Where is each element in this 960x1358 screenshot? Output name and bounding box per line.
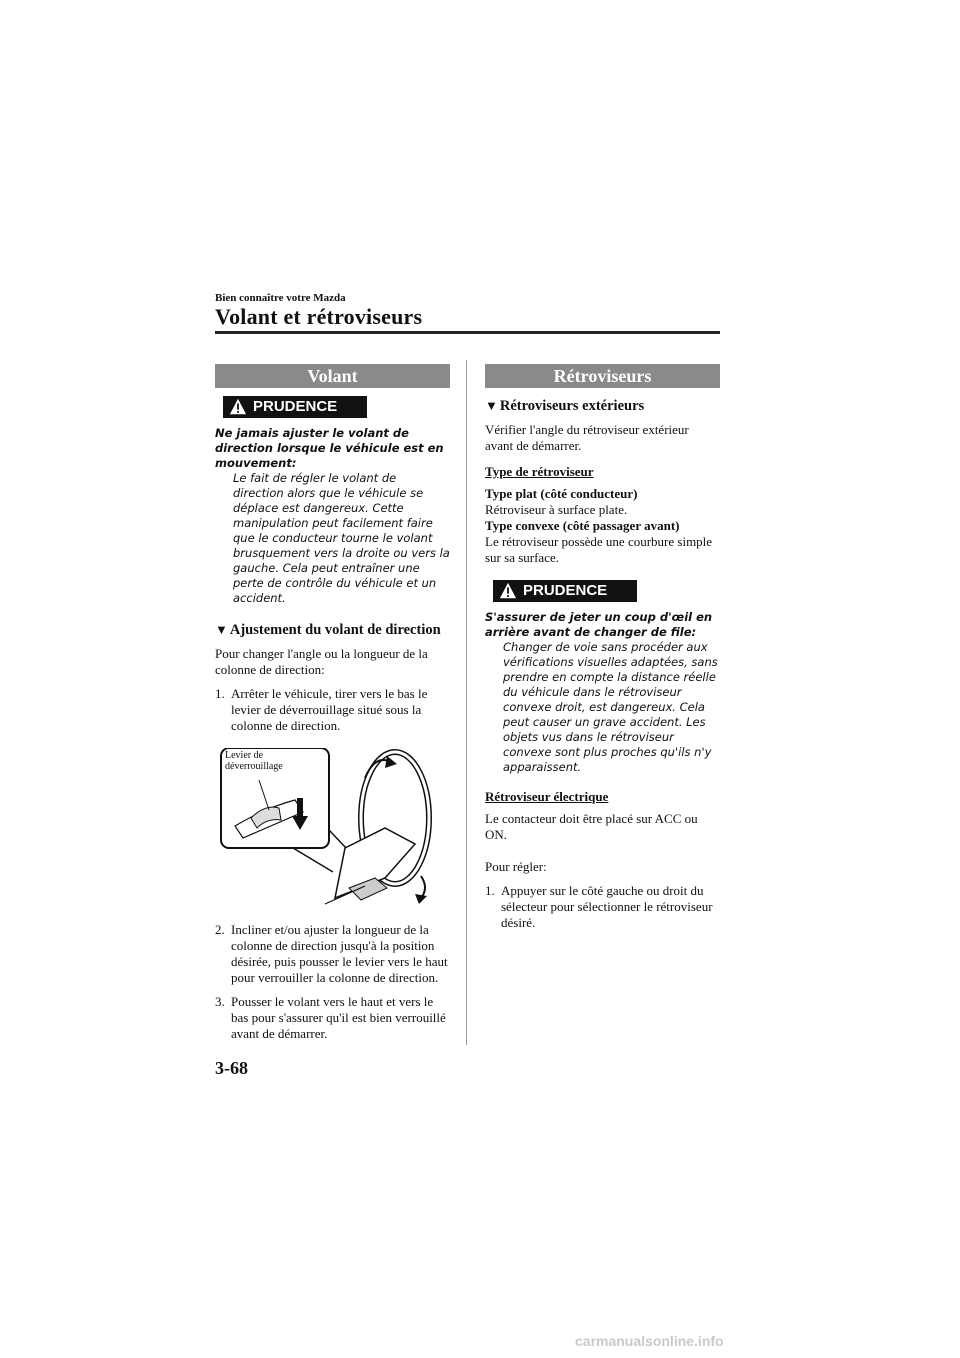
list-item bbox=[215, 686, 450, 734]
caution-label: PRUDENCE bbox=[253, 398, 338, 415]
list-text: Arrêter le véhicule, tirer vers le bas le levier de déverrouillage situé sous la colonne de direction. bbox=[231, 686, 428, 733]
list-number: 2. bbox=[215, 922, 225, 937]
caution-heading: Ne jamais ajuster le volant de direction lorsque le véhicule est en mouvement: bbox=[215, 426, 444, 470]
section-name: Bien connaître votre Mazda bbox=[215, 292, 346, 304]
list-item bbox=[215, 922, 450, 986]
list-text: Appuyer sur le côté gauche ou droit du sélecteur pour sélectionner le rétroviseur désiré. bbox=[501, 883, 713, 930]
steering-intro: Pour changer l'angle ou la longueur de la colonne de direction: bbox=[215, 646, 428, 677]
caution-badge bbox=[493, 580, 637, 602]
caution-label: PRUDENCE bbox=[523, 582, 608, 599]
steering-release-figure bbox=[215, 748, 450, 908]
warning-icon bbox=[499, 582, 517, 600]
watermark: carmanualsonline.info bbox=[575, 1333, 724, 1349]
outside-mirrors-heading bbox=[485, 398, 720, 414]
column-divider bbox=[466, 360, 467, 1045]
right-column bbox=[485, 364, 720, 939]
caution-heading: S'assurer de jeter un coup d'œil en arrière avant de changer de file: bbox=[485, 610, 713, 639]
mirrors-intro: Vérifier l'angle du rétroviseur extérieur avant de démarrer. bbox=[485, 422, 689, 453]
triangle-marker-icon: ▼ bbox=[215, 622, 228, 637]
convex-type-title: Type convexe (côté passager avant) bbox=[485, 518, 680, 533]
list-item bbox=[215, 994, 450, 1042]
list-number: 3. bbox=[215, 994, 225, 1009]
left-column bbox=[215, 364, 450, 1050]
volant-section-bar: Volant bbox=[215, 364, 450, 388]
electric-mirror-heading: Rétroviseur électrique bbox=[485, 789, 609, 804]
steering-column-illustration bbox=[215, 748, 450, 908]
triangle-marker-icon: ▼ bbox=[485, 398, 498, 413]
flat-type-text: Rétroviseur à surface plate. bbox=[485, 502, 628, 517]
list-number: 1. bbox=[215, 686, 225, 701]
flat-type-title: Type plat (côté conducteur) bbox=[485, 486, 638, 501]
caution-body: Changer de voie sans procéder aux vérifications visuelles adaptées, sans prendre en compte la distance réelle du véhicule dans le rétroviseur convexe droit, est dangereux. Cela peut causer un grave accident. Les objets vus dans le rétroviseur convexe sont plus proches qu'ils n'y apparaissent. bbox=[503, 640, 718, 774]
mirrors-section-bar: Rétroviseurs bbox=[485, 364, 720, 388]
steering-adjust-heading-text: Ajustement du volant de direction bbox=[229, 622, 441, 638]
list-item bbox=[485, 883, 720, 931]
release-lever-label: Levier de déverrouillage bbox=[225, 750, 283, 772]
convex-type-text: Le rétroviseur possède une courbure simple sur sa surface. bbox=[485, 534, 713, 565]
caution-badge bbox=[223, 396, 367, 418]
page-number: 3-68 bbox=[215, 1058, 248, 1078]
electric-mirror-text: Le contacteur doit être placé sur ACC ou ON. bbox=[485, 811, 698, 842]
caution-body: Le fait de régler le volant de direction alors que le véhicule se déplace est dangereux. Cette manipulation peut facilement faire que le conducteur tourne le volant brusquement vers la droite ou vers la gauche. Cela peut entraîner une perte de contrôle du véhicule et un accident. bbox=[233, 471, 450, 605]
warning-icon bbox=[229, 398, 247, 416]
list-text: Incliner et/ou ajuster la longueur de la colonne de direction jusqu'à la position désirée, puis pousser le levier vers le haut pour verrouiller la colonne de direction. bbox=[231, 922, 448, 985]
adjust-intro: Pour régler: bbox=[485, 859, 547, 874]
title-rule bbox=[215, 331, 720, 334]
page-title: Volant et rétroviseurs bbox=[215, 304, 423, 329]
mirror-type-heading: Type de rétroviseur bbox=[485, 464, 594, 479]
list-number: 1. bbox=[485, 883, 495, 898]
outside-mirrors-heading-text: Rétroviseurs extérieurs bbox=[499, 398, 645, 414]
steering-adjust-heading bbox=[215, 622, 450, 638]
list-text: Pousser le volant vers le haut et vers le bas pour s'assurer qu'il est bien verrouillé avant de démarrer. bbox=[231, 994, 446, 1041]
